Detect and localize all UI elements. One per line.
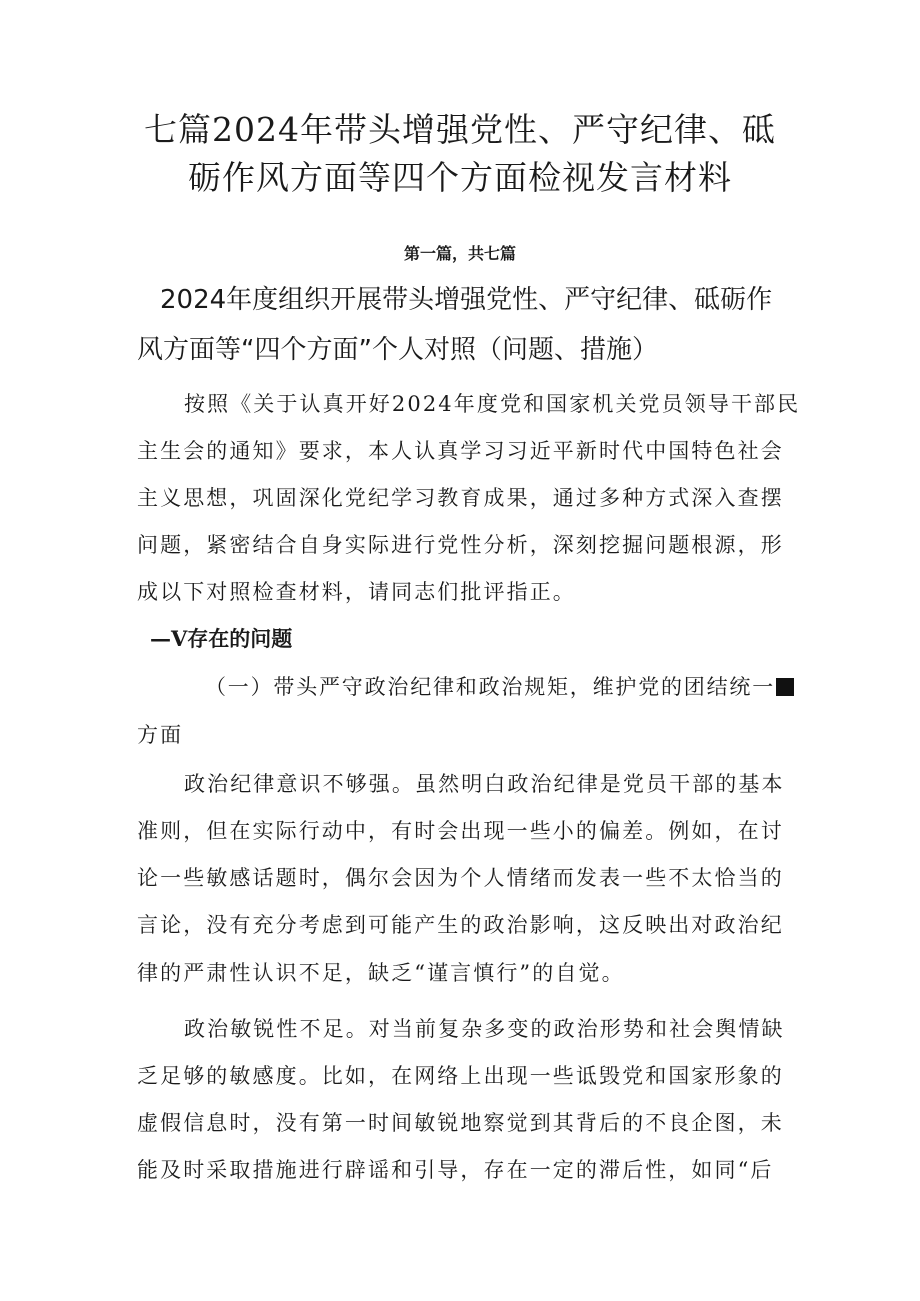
article-heading-line-1: 2024年度组织开展带头增强党性、严守纪律、砥砺作 [160,285,773,315]
paragraph2-line-3: 虚假信息时，没有第一时间敏锐地察觉到其背后的不良企图，未 [137,1111,784,1135]
section-heading-problems: —V存在的问题 [150,626,293,651]
article-heading-line-2: 风方面等“四个方面”个人对照（问题、措施） [137,335,658,365]
document-subtitle: 第一篇，共七篇 [403,244,516,263]
paragraph1-line-1: 政治纪律意识不够强。虽然明白政治纪律是党员干部的基本 [184,772,785,796]
intro-line-1: 按照《关于认真开好2024年度党和国家机关党员领导干部民 [184,392,801,416]
paragraph1-line-5: 律的严肃性认识不足，缺乏“谨言慎行”的自觉。 [137,961,625,985]
paragraph2-line-4: 能及时采取措施进行辟谣和引导，存在一定的滞后性，如同“后 [137,1158,774,1182]
paragraph2-line-2: 乏足够的敏感度。比如，在网络上出现一些诋毁党和国家形象的 [137,1064,784,1088]
intro-line-2: 主生会的通知》要求，本人认真学习习近平新时代中国特色社会 [137,439,784,463]
paragraph1-line-4: 言论，没有充分考虑到可能产生的政治影响，这反映出对政治纪 [137,913,784,937]
document-title-line-2: 砺作风方面等四个方面检视发言材料 [188,158,732,197]
subsection-heading [205,673,794,701]
intro-line-5: 成以下对照检查材料，请同志们批评指正。 [137,580,576,604]
intro-line-3: 主义思想，巩固深化党纪学习教育成果，通过多种方式深入查摆 [137,486,784,510]
black-square-mark [776,678,794,696]
subsection-heading-text: （一）带头严守政治纪律和政治规矩，维护党的团结统一 [205,675,775,699]
document-title-line-1: 七篇2024年带头增强党性、严守纪律、砥 [144,110,776,149]
paragraph1-line-2: 准则，但在实际行动中，有时会出现一些小的偏差。例如，在讨 [137,819,784,843]
paragraph1-line-3: 论一些敏感话题时，偶尔会因为个人情绪而发表一些不太恰当的 [137,866,784,890]
intro-line-4: 问题，紧密结合自身实际进行党性分析，深刻挖掘问题根源，形 [137,533,784,557]
subsection-heading-continued: 方面 [137,723,184,747]
paragraph2-line-1: 政治敏锐性不足。对当前复杂多变的政治形势和社会舆情缺 [184,1017,785,1041]
